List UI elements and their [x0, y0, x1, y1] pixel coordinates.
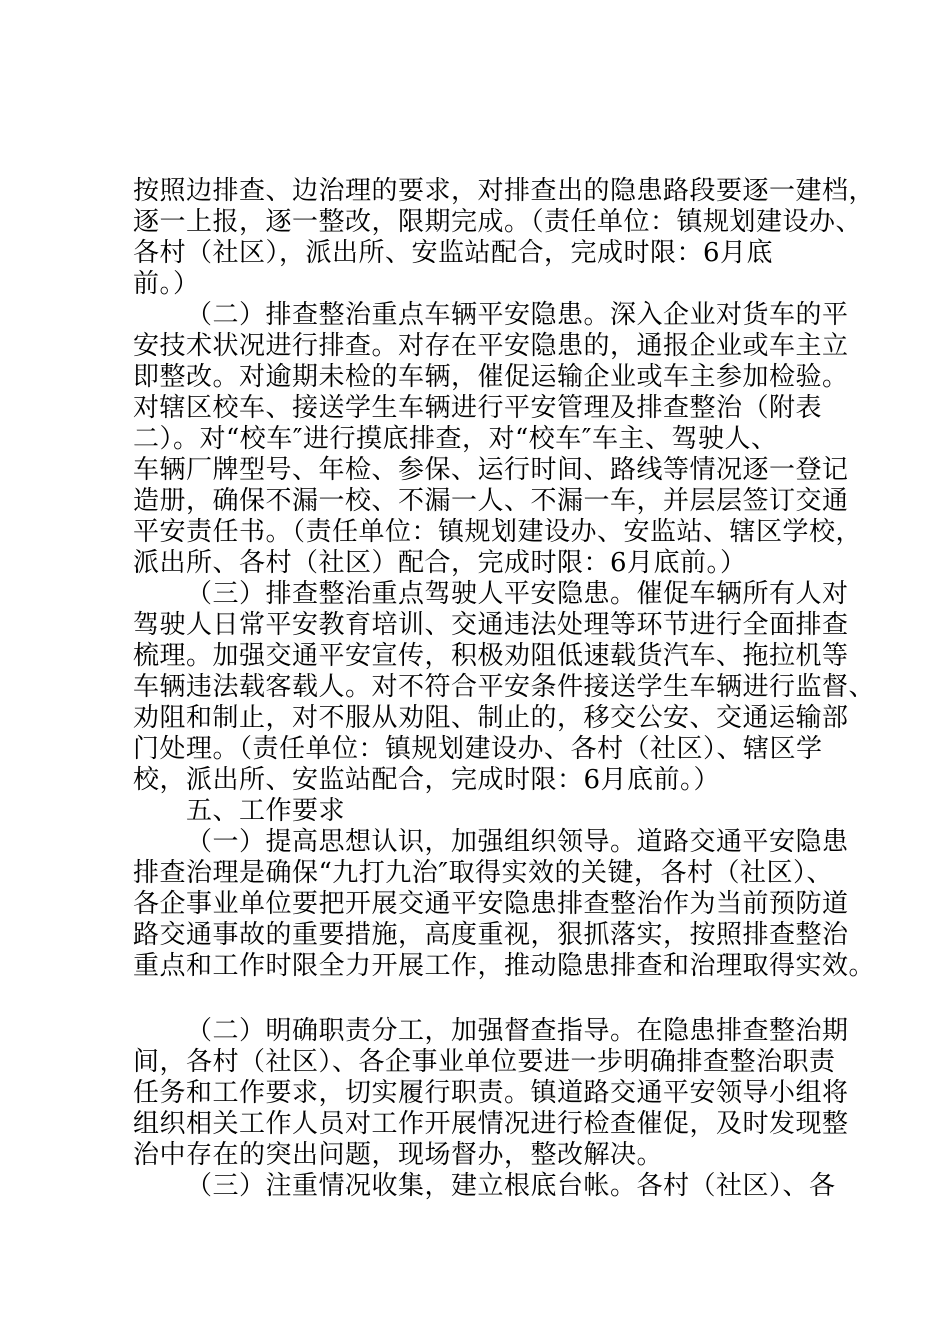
section-heading: 五、工作要求: [186, 796, 346, 826]
paragraph-first-line: （三）排查整治重点驾驶人平安隐患。催促车辆所有人对: [186, 579, 849, 609]
body-text-line: 排查治理是确保“九打九治″取得实效的关键，各村（社区）、: [133, 858, 834, 888]
body-text-line: 派出所、各村（社区）配合，完成时限：6月底前。）: [133, 548, 747, 578]
body-text-line: 任务和工作要求，切实履行职责。镇道路交通平安领导小组将: [133, 1078, 849, 1108]
body-text-line: 逐一上报，逐一整改，限期完成。（责任单位：镇规划建设办、: [133, 207, 863, 237]
body-text-line: 门处理。（责任单位：镇规划建设办、各村（社区）、辖区学: [133, 734, 823, 764]
body-text-line: 治中存在的突出问题，现场督办，整改解决。: [133, 1140, 664, 1170]
paragraph-first-line: （二）明确职责分工，加强督查指导。在隐患排查整治期: [186, 1016, 849, 1046]
body-text-line: 驾驶人日常平安教育培训、交通违法处理等环节进行全面排查: [133, 610, 849, 640]
body-text-line: 对辖区校车、接送学生车辆进行平安管理及排查整治（附表: [133, 393, 823, 423]
body-text-line: 车辆厂牌型号、年检、参保、运行时间、路线等情况逐一登记: [133, 455, 849, 485]
body-text-line: 间，各村（社区）、各企事业单位要进一步明确排查整治职责: [133, 1047, 836, 1077]
body-text-line: 校，派出所、安监站配合，完成时限：6月底前。）: [133, 765, 721, 795]
body-text-line: 前。）: [133, 269, 200, 299]
paragraph-first-line: （三）注重情况收集，建立根底台帐。各村（社区）、各: [186, 1171, 836, 1201]
body-text-line: 车辆违法载客载人。对不符合平安条件接送学生车辆进行监督、: [133, 672, 876, 702]
body-text-line: 安技术状况进行排查。对存在平安隐患的，通报企业或车主立: [133, 331, 849, 361]
body-text-line: 各企事业单位要把开展交通平安隐患排查整治作为当前预防道: [133, 889, 849, 919]
body-text-line: 二）。对“校车″进行摸底排查，对“校车″车主、驾驶人、: [133, 424, 778, 454]
body-text-line: 按照边排查、边治理的要求，对排查出的隐患路段要逐一建档，: [133, 176, 876, 206]
paragraph-first-line: （一）提高思想认识，加强组织领导。道路交通平安隐患: [186, 827, 849, 857]
body-text-line: 各村（社区），派出所、安监站配合，完成时限：6月底: [133, 238, 774, 268]
body-text-line: 路交通事故的重要措施，高度重视，狠抓落实，按照排查整治: [133, 920, 849, 950]
body-text-line: 梳理。加强交通平安宣传，积极劝阻低速载货汽车、拖拉机等: [133, 641, 849, 671]
body-text-line: 即整改。对逾期未检的车辆，催促运输企业或车主参加检验。: [133, 362, 849, 392]
body-text-line: 重点和工作时限全力开展工作，推动隐患排查和治理取得实效。: [133, 951, 876, 981]
paragraph-first-line: （二）排查整治重点车辆平安隐患。深入企业对货车的平: [186, 300, 849, 330]
body-text-line: 平安责任书。（责任单位：镇规划建设办、安监站、辖区学校，: [133, 517, 863, 547]
body-text-line: 劝阻和制止，对不服从劝阻、制止的，移交公安、交通运输部: [133, 703, 849, 733]
body-text-line: 组织相关工作人员对工作开展情况进行检查催促，及时发现整: [133, 1109, 849, 1139]
body-text-line: 造册，确保不漏一校、不漏一人、不漏一车，并层层签订交通: [133, 486, 849, 516]
